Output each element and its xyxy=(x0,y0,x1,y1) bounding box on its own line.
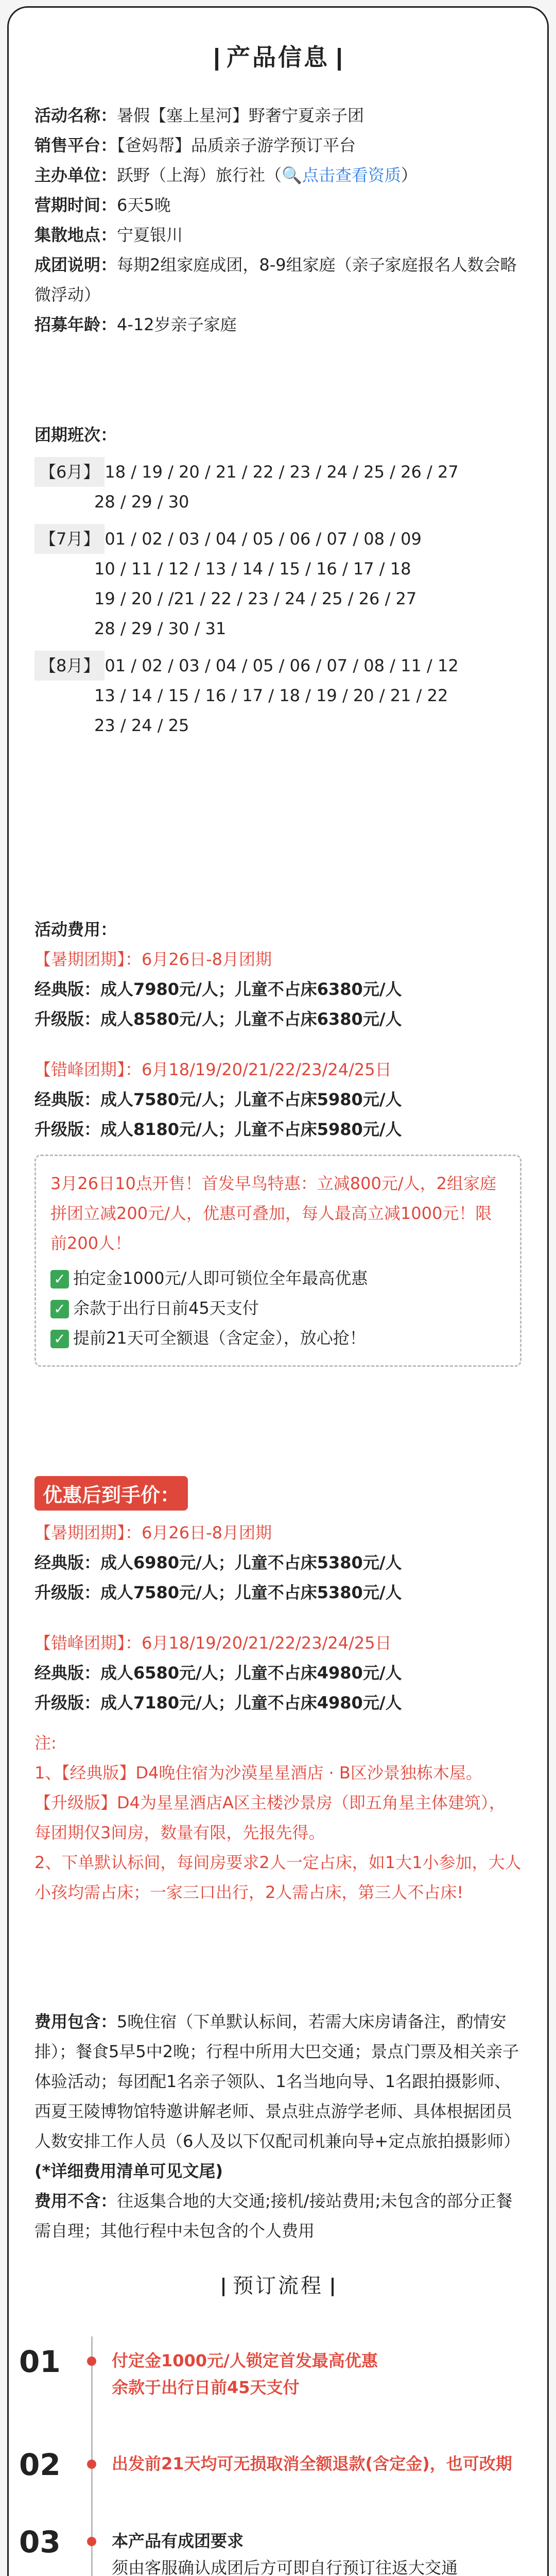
date-line: 01 / 02 / 03 / 04 / 05 / 06 / 07 / 08 / 11 / 12 xyxy=(105,656,459,675)
promo-check-item xyxy=(50,1263,506,1293)
excl-text: 往返集合地的大交通;接机/接站费用;未包含的部分正餐需自理；其他行程中未包含的个人费用 xyxy=(34,2191,513,2241)
date-line: 23 / 24 / 25 xyxy=(94,716,189,735)
step-number: 02 xyxy=(19,2447,61,2482)
step-text xyxy=(112,2347,516,2401)
schedule-month xyxy=(34,457,522,517)
note-item: 2、下单默认标间，每间房要求2人一定占床，如1大1小参加，大人小孩均需占床；一家三口出行，2人需占床，第三人不占床! xyxy=(34,1853,522,1902)
date-line: 13 / 14 / 15 / 16 / 17 / 18 / 19 / 20 / 21 / 22 xyxy=(94,686,448,705)
date-line: 28 / 29 / 30 / 31 xyxy=(94,619,227,638)
promo-check-item xyxy=(50,1293,506,1323)
month-label: 【6月】 xyxy=(34,457,105,487)
field-label: 营期时间： xyxy=(34,195,117,215)
peak-standard: 经典版：成人7980元/人；儿童不占床6380元/人 xyxy=(34,979,402,999)
promo-check-text: 拍定金1000元/人即可锁位全年最高优惠 xyxy=(73,1268,368,1288)
peak-upgrade: 升级版：成人8580元/人；儿童不占床6380元/人 xyxy=(34,1009,402,1029)
discount-section xyxy=(34,1476,522,1907)
inclusion-section xyxy=(34,2007,522,2246)
step-number: 01 xyxy=(19,2344,61,2379)
notes-label: 注: xyxy=(34,1733,57,1753)
field-row xyxy=(34,190,522,220)
field-value: 6天5晚 xyxy=(117,195,171,215)
section-title: 产品信息 xyxy=(34,39,522,73)
step-dot xyxy=(87,2537,96,2546)
date-line: 19 / 20 / /21 / 22 / 23 / 24 / 25 / 26 / 27 xyxy=(94,589,417,608)
check-icon: ✓ xyxy=(50,1330,69,1348)
promo-check-text: 提前21天可全额退（含定金），放心抢！ xyxy=(73,1328,366,1348)
step-text xyxy=(112,2450,516,2477)
check-icon: ✓ xyxy=(50,1270,69,1289)
promo-check-item xyxy=(50,1323,506,1353)
off-standard: 经典版：成人7580元/人；儿童不占床5980元/人 xyxy=(34,1090,402,1109)
date-line: 10 / 11 / 12 / 13 / 14 / 15 / 16 / 17 / 18 xyxy=(94,559,411,579)
off-title: 【错峰团期】：6月18/19/20/21/22/23/24/25日 xyxy=(34,1060,392,1079)
field-row xyxy=(34,160,522,190)
field-label: 成团说明： xyxy=(34,255,117,275)
promo-box xyxy=(34,1155,522,1367)
field-value: 【爸妈帮】品质亲子游学预订平台 xyxy=(117,135,356,155)
field-row xyxy=(34,130,522,160)
disc-off-title: 【错峰团期】：6月18/19/20/21/22/23/24/25日 xyxy=(34,1633,392,1653)
date-line: 28 / 29 / 30 xyxy=(94,492,189,512)
month-label: 【7月】 xyxy=(34,524,105,554)
step-line: 须由客服确认成团后方可即自行预订往返大交通 xyxy=(112,2558,458,2576)
note-item: 1、【经典版】D4晚住宿为沙漠星星酒店 · B区沙景独栋木屋。 xyxy=(34,1763,482,1783)
step-line: 余款于出行日前45天支付 xyxy=(112,2378,300,2397)
disc-off-standard: 经典版：成人6580元/人；儿童不占床4980元/人 xyxy=(34,1663,402,1683)
field-row xyxy=(34,250,522,310)
fee-label: 活动费用： xyxy=(34,920,117,939)
excl-label: 费用不含： xyxy=(34,2191,117,2211)
step-text xyxy=(112,2528,516,2576)
promo-check-text: 余款于出行日前45天支付 xyxy=(73,1298,259,1318)
field-tail: ） xyxy=(401,165,418,185)
disc-peak-standard: 经典版：成人6980元/人；儿童不占床5380元/人 xyxy=(34,1553,402,1572)
peak-title: 【暑期团期】：6月26日-8月团期 xyxy=(34,950,272,969)
promo-text: 3月26日10点开售！首发早鸟特惠：立减800元/人，2组家庭拼团立减200元/人，优惠可叠加，每人最高立减1000元！限前200人！ xyxy=(50,1174,497,1253)
step-line: 付定金1000元/人锁定首发最高优惠 xyxy=(112,2351,378,2370)
field-value: 暑假【塞上星河】野奢宁夏亲子团 xyxy=(117,106,364,125)
field-row xyxy=(34,220,522,250)
note-item: 【升级版】D4为星星酒店A区主楼沙景房（即五角星主体建筑），每团期仅3间房，数量有限，先报先得。 xyxy=(34,1793,506,1842)
schedule-month xyxy=(34,524,522,643)
date-line: 01 / 02 / 03 / 04 / 05 / 06 / 07 / 08 / 09 xyxy=(105,529,422,549)
incl-tail: (*详细费用清单可见文尾) xyxy=(34,2161,223,2181)
step-dot xyxy=(87,2460,96,2469)
info-fields xyxy=(34,100,522,340)
field-label: 主办单位： xyxy=(34,165,117,185)
booking-title: 预订流程 xyxy=(34,2269,522,2299)
disc-peak-title: 【暑期团期】：6月26日-8月团期 xyxy=(34,1523,272,1543)
field-row xyxy=(34,100,522,130)
qualification-link[interactable] xyxy=(282,165,401,185)
schedule-section xyxy=(34,420,522,740)
product-info-card xyxy=(7,6,549,2576)
step-line: 本产品有成团要求 xyxy=(112,2531,244,2551)
field-row xyxy=(34,310,522,340)
step-number: 03 xyxy=(19,2524,61,2560)
schedule-label: 团期班次： xyxy=(34,425,117,445)
schedule-month xyxy=(34,651,522,740)
step-line: 出发前21天均可无损取消全额退款(含定金)，也可改期 xyxy=(112,2454,512,2473)
discount-tag: 优惠后到手价： xyxy=(34,1476,188,1511)
search-icon: 🔍 xyxy=(282,165,302,185)
field-value: 跃野（上海）旅行社（ xyxy=(117,165,282,185)
date-line: 18 / 19 / 20 / 21 / 22 / 23 / 24 / 25 / 26 / 27 xyxy=(105,462,459,482)
disc-off-upgrade: 升级版：成人7180元/人；儿童不占床4980元/人 xyxy=(34,1693,402,1713)
field-value: 4-12岁亲子家庭 xyxy=(117,315,237,334)
off-upgrade: 升级版：成人8180元/人；儿童不占床5980元/人 xyxy=(34,1120,402,1139)
month-label: 【8月】 xyxy=(34,651,105,681)
field-value: 宁夏银川 xyxy=(117,225,183,245)
disc-peak-upgrade: 升级版：成人7580元/人；儿童不占床5380元/人 xyxy=(34,1583,402,1602)
incl-label: 费用包含： xyxy=(34,2012,117,2031)
field-label: 集散地点： xyxy=(34,225,117,245)
field-value: 每期2组家庭成团，8-9组家庭（亲子家庭报名人数会略微浮动） xyxy=(34,255,517,304)
incl-text: 5晚住宿（下单默认标间，若需大床房请备注，酌情安排）；餐食5早5中2晚；行程中所用大巴交通；景点门票及相关亲子体验活动；每团配1名亲子领队、1名当地向导、1名跟拍摄影师、西夏王陵博物馆特邀讲解老师、景点驻点游学老师、具体根据团员人数安排工作人员（6人及以下仅配司机兼向导+定点旅拍摄影师） xyxy=(34,2012,520,2151)
field-label: 销售平台： xyxy=(34,135,117,155)
field-label: 招募年龄： xyxy=(34,315,117,334)
fees-section xyxy=(34,914,522,1367)
check-icon: ✓ xyxy=(50,1300,69,1318)
field-label: 活动名称： xyxy=(34,106,117,125)
step-dot xyxy=(87,2357,96,2366)
qualification-link-label: 点击查看资质 xyxy=(302,165,401,185)
